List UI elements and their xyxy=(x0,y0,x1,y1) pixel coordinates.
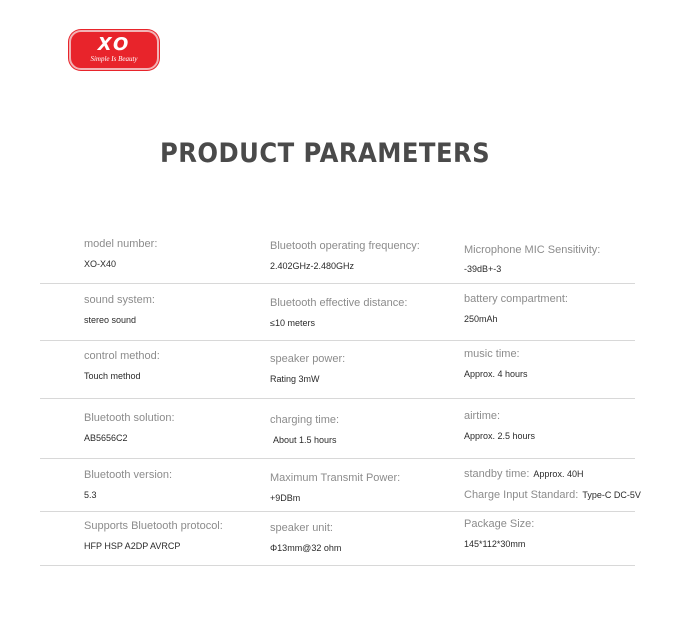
param-value: Approx. 2.5 hours xyxy=(464,431,536,441)
param-bt-protocol xyxy=(84,512,264,551)
param-bt-distance xyxy=(270,284,460,328)
param-bt-frequency xyxy=(270,228,460,271)
param-value: About 1.5 hours xyxy=(273,435,337,445)
param-sound-system xyxy=(84,284,264,325)
param-value: Type-C DC-5V xyxy=(582,490,641,500)
param-value: 2.402GHz-2.480GHz xyxy=(270,261,355,271)
param-value: AB5656C2 xyxy=(84,433,128,443)
logo-mark: XO xyxy=(97,34,131,55)
param-bt-version xyxy=(84,459,264,500)
param-model-number xyxy=(84,228,264,269)
param-value: 145*112*30mm xyxy=(464,539,526,549)
param-label: Supports Bluetooth protocol: xyxy=(84,520,223,532)
param-label: standby time: xyxy=(464,468,530,480)
param-label: charging time: xyxy=(270,414,340,426)
parameter-row xyxy=(40,399,635,459)
param-value: +9DBm xyxy=(270,493,301,503)
param-label: Bluetooth operating frequency: xyxy=(270,240,420,252)
param-label: music time: xyxy=(464,348,520,360)
page-title: PRODUCT PARAMETERS xyxy=(160,138,491,169)
param-label: airtime: xyxy=(464,410,501,422)
param-label: Bluetooth version: xyxy=(84,469,173,481)
param-value: HFP HSP A2DP AVRCP xyxy=(84,541,181,551)
parameter-row xyxy=(40,341,635,399)
param-label: speaker unit: xyxy=(270,522,333,534)
parameter-row xyxy=(40,459,641,512)
parameter-row xyxy=(40,228,635,284)
parameter-row xyxy=(40,284,635,341)
param-control-method xyxy=(84,341,264,381)
param-speaker-unit xyxy=(270,512,460,553)
param-value: stereo sound xyxy=(84,315,137,325)
param-package-size xyxy=(464,512,674,549)
param-standby-and-charge xyxy=(464,459,674,501)
param-label: battery compartment: xyxy=(464,293,568,305)
param-value: 250mAh xyxy=(464,314,498,324)
param-airtime xyxy=(464,399,674,441)
param-value: Φ13mm@32 ohm xyxy=(270,543,342,553)
param-value: Approx. 40H xyxy=(533,469,584,479)
param-label: Bluetooth effective distance: xyxy=(270,297,408,309)
param-music-time xyxy=(464,341,674,379)
param-value: Approx. 4 hours xyxy=(464,369,528,379)
param-value: XO-X40 xyxy=(84,259,117,269)
param-value: -39dB+-3 xyxy=(464,264,502,274)
param-label: Charge Input Standard: xyxy=(464,489,579,501)
param-label: Maximum Transmit Power: xyxy=(270,472,401,484)
param-label: sound system: xyxy=(84,294,155,306)
parameters-grid xyxy=(40,228,641,566)
param-value: Rating 3mW xyxy=(270,374,320,384)
param-mic-sensitivity xyxy=(464,228,674,274)
param-battery xyxy=(464,284,674,324)
param-value: ≤10 meters xyxy=(270,318,315,328)
param-speaker-power xyxy=(270,341,460,384)
param-transmit-power xyxy=(270,459,460,503)
xo-brand-logo xyxy=(69,30,159,70)
param-charging-time xyxy=(270,399,460,445)
param-standby-time xyxy=(464,468,674,480)
parameter-row xyxy=(40,512,635,566)
param-label: model number: xyxy=(84,238,158,250)
param-label: speaker power: xyxy=(270,353,346,365)
param-bt-solution xyxy=(84,399,264,443)
param-label: Package Size: xyxy=(464,518,535,530)
param-label: control method: xyxy=(84,350,160,362)
logo-tagline: Simple Is Beauty xyxy=(90,55,138,63)
param-value: Touch method xyxy=(84,371,141,381)
param-charge-input xyxy=(464,489,674,501)
param-value: 5.3 xyxy=(84,490,97,500)
param-label: Bluetooth solution: xyxy=(84,412,175,424)
param-label: Microphone MIC Sensitivity: xyxy=(464,244,601,256)
